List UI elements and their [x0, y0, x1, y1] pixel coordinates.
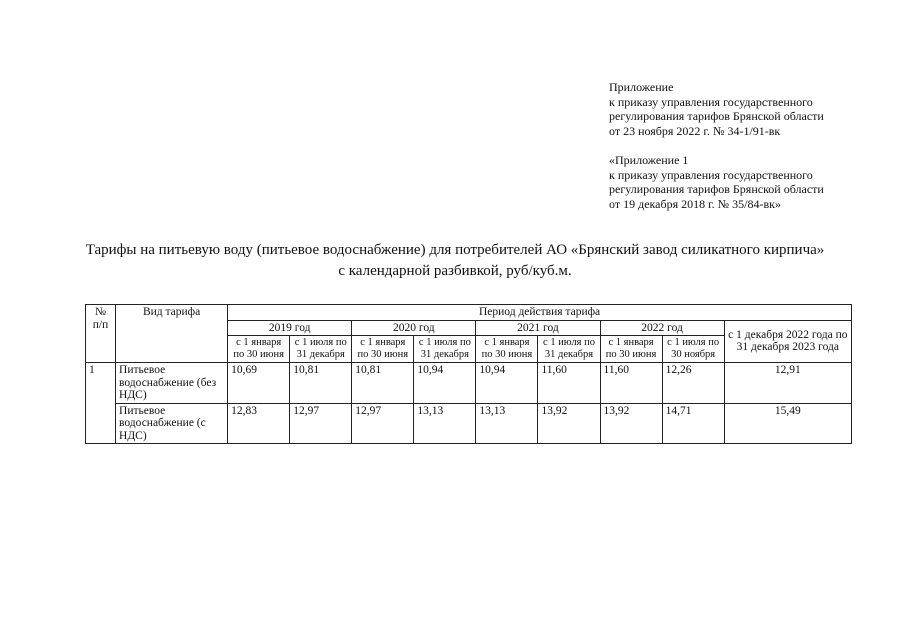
header-subperiod: с 1 июля по 30 ноября	[662, 336, 724, 363]
header-subperiod: с 1 июля по 31 декабря	[538, 336, 600, 363]
appendix-original-line: к приказу управления государственного	[609, 167, 813, 182]
appendix-line: регулирования тарифов Брянской области	[609, 109, 824, 123]
row-tariff-type: Питьевое водоснабжение (с НДС)	[116, 403, 228, 444]
title-line-2: с календарной разбивкой, руб/куб.м.	[338, 263, 572, 279]
appendix-line: Приложение	[609, 80, 674, 94]
tariff-table	[85, 304, 852, 444]
header-subperiod: с 1 января по 30 июня	[600, 336, 662, 363]
appendix-line: от 23 ноября 2022 г. № 34-1/91-вк	[609, 123, 781, 138]
value-cell: 10,94	[476, 363, 538, 404]
value-cell: 11,60	[538, 363, 600, 404]
table-row	[86, 403, 852, 444]
title-line-1: Тарифы на питьевую воду (питьевое водоснабжение) для потребителей АО «Брянский завод силикатного кирпича»	[85, 242, 825, 258]
value-cell: 10,81	[352, 363, 414, 404]
value-cell: 14,71	[662, 403, 724, 444]
appendix-line: к приказу управления государственного	[609, 94, 813, 109]
value-cell: 12,83	[228, 403, 290, 444]
value-cell: 13,92	[600, 403, 662, 444]
header-subperiod: с 1 июля по 31 декабря	[290, 336, 352, 363]
header-year: 2021 год	[476, 320, 600, 336]
appendix-original-line: регулирования тарифов Брянской области	[609, 182, 824, 196]
value-cell: 11,60	[600, 363, 662, 404]
header-year: 2019 год	[228, 320, 352, 336]
value-cell: 12,26	[662, 363, 724, 404]
value-cell-final: 15,49	[724, 403, 851, 444]
appendix-original-line: «Приложение 1	[609, 153, 689, 167]
table-row	[86, 363, 852, 404]
header-year: 2020 год	[352, 320, 476, 336]
row-num: 1	[86, 363, 116, 444]
value-cell: 13,92	[538, 403, 600, 444]
header-tariff-type: Вид тарифа	[116, 305, 228, 363]
header-subperiod: с 1 января по 30 июня	[476, 336, 538, 363]
value-cell: 10,81	[290, 363, 352, 404]
document-title	[60, 240, 850, 282]
header-subperiod: с 1 января по 30 июня	[228, 336, 290, 363]
value-cell: 10,94	[414, 363, 476, 404]
header-num: № п/п	[86, 305, 116, 363]
header-subperiod: с 1 июля по 31 декабря	[414, 336, 476, 363]
header-subperiod: с 1 января по 30 июня	[352, 336, 414, 363]
row-tariff-type: Питьевое водоснабжение (без НДС)	[116, 363, 228, 404]
value-cell: 12,97	[352, 403, 414, 444]
header-final-period: с 1 декабря 2022 года по 31 декабря 2023 года	[724, 320, 851, 363]
appendix-block	[609, 80, 824, 138]
header-period: Период действия тарифа	[228, 305, 852, 321]
header-year: 2022 год	[600, 320, 724, 336]
value-cell: 13,13	[476, 403, 538, 444]
value-cell-final: 12,91	[724, 363, 851, 404]
value-cell: 13,13	[414, 403, 476, 444]
appendix-original-line: от 19 декабря 2018 г. № 35/84-вк»	[609, 196, 781, 211]
appendix-original-block	[609, 153, 824, 211]
value-cell: 12,97	[290, 403, 352, 444]
value-cell: 10,69	[228, 363, 290, 404]
